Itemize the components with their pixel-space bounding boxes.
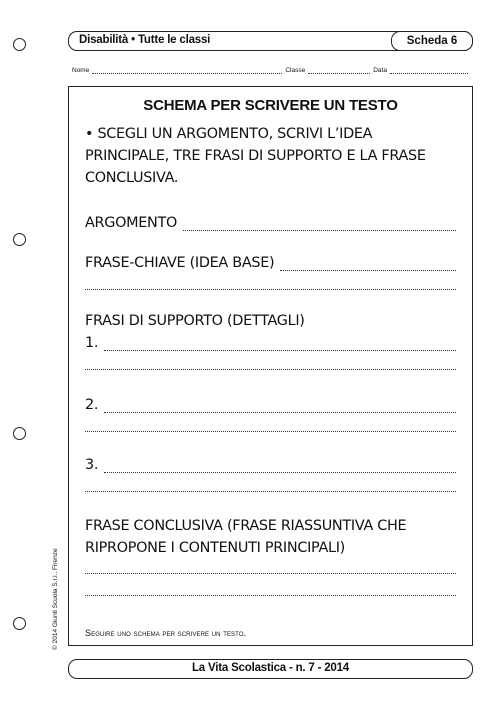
worksheet-card: [68, 86, 473, 646]
key-sentence-field[interactable]: [280, 260, 456, 271]
conclusion-line-1[interactable]: [85, 573, 456, 574]
name-label: Nome: [72, 67, 90, 74]
binder-hole-1: [13, 38, 26, 51]
support-line-1[interactable]: [85, 369, 456, 370]
copyright-notice: © 2014 Giunti Scuola S.r.l., Firenze: [52, 548, 59, 650]
support-number-3: 3.: [85, 457, 99, 473]
support-number-1: 1.: [85, 335, 99, 351]
topic-row: [85, 215, 456, 231]
date-field[interactable]: [390, 67, 468, 74]
support-field-3[interactable]: [104, 462, 456, 473]
support-line-2[interactable]: [85, 431, 456, 432]
name-field[interactable]: [92, 67, 282, 74]
support-item-3: [85, 457, 456, 473]
publication-info: La Vita Scolastica - n. 7 - 2014: [191, 662, 350, 674]
date-label: Data: [373, 67, 387, 74]
binder-hole-4: [13, 617, 26, 630]
support-item-1: [85, 335, 456, 351]
worksheet-title: SCHEMA PER SCRIVERE UN TESTO: [143, 97, 398, 114]
key-sentence-label: FRASE-CHIAVE (IDEA BASE): [85, 255, 275, 271]
support-item-2: [85, 397, 456, 413]
footer-bar: [68, 659, 473, 679]
header-section: Disabilità • Tutte le classi: [79, 34, 211, 46]
header-bar: [68, 31, 473, 51]
key-sentence-row: [85, 255, 456, 271]
class-field[interactable]: [308, 67, 370, 74]
support-line-3[interactable]: [85, 491, 456, 492]
topic-label: ARGOMENTO: [85, 215, 178, 231]
support-label: FRASI DI SUPPORTO (DETTAGLI): [85, 313, 305, 329]
class-label: Classe: [285, 67, 306, 74]
footer-note: Seguire uno schema per scrivere un testo.: [85, 628, 247, 638]
sheet-number: Scheda 6: [391, 31, 473, 51]
support-field-2[interactable]: [104, 402, 456, 413]
binder-hole-2: [13, 233, 26, 246]
support-field-1[interactable]: [104, 340, 456, 351]
student-info-line: [72, 67, 472, 74]
support-heading-row: [85, 313, 456, 329]
binder-hole-3: [13, 427, 26, 440]
conclusion-line-2[interactable]: [85, 595, 456, 596]
conclusion-label: FRASE CONCLUSIVA (FRASE RIASSUNTIVA CHE RIPROPONE I CONTENUTI PRINCIPALI): [85, 518, 407, 556]
instruction-text: • SCEGLI UN ARGOMENTO, SCRIVI L’IDEA PRINCIPALE, TRE FRASI DI SUPPORTO E LA FRASE CONCLUSIVA.: [85, 126, 426, 186]
topic-field[interactable]: [183, 220, 456, 231]
support-number-2: 2.: [85, 397, 99, 413]
key-sentence-line[interactable]: [85, 289, 456, 290]
